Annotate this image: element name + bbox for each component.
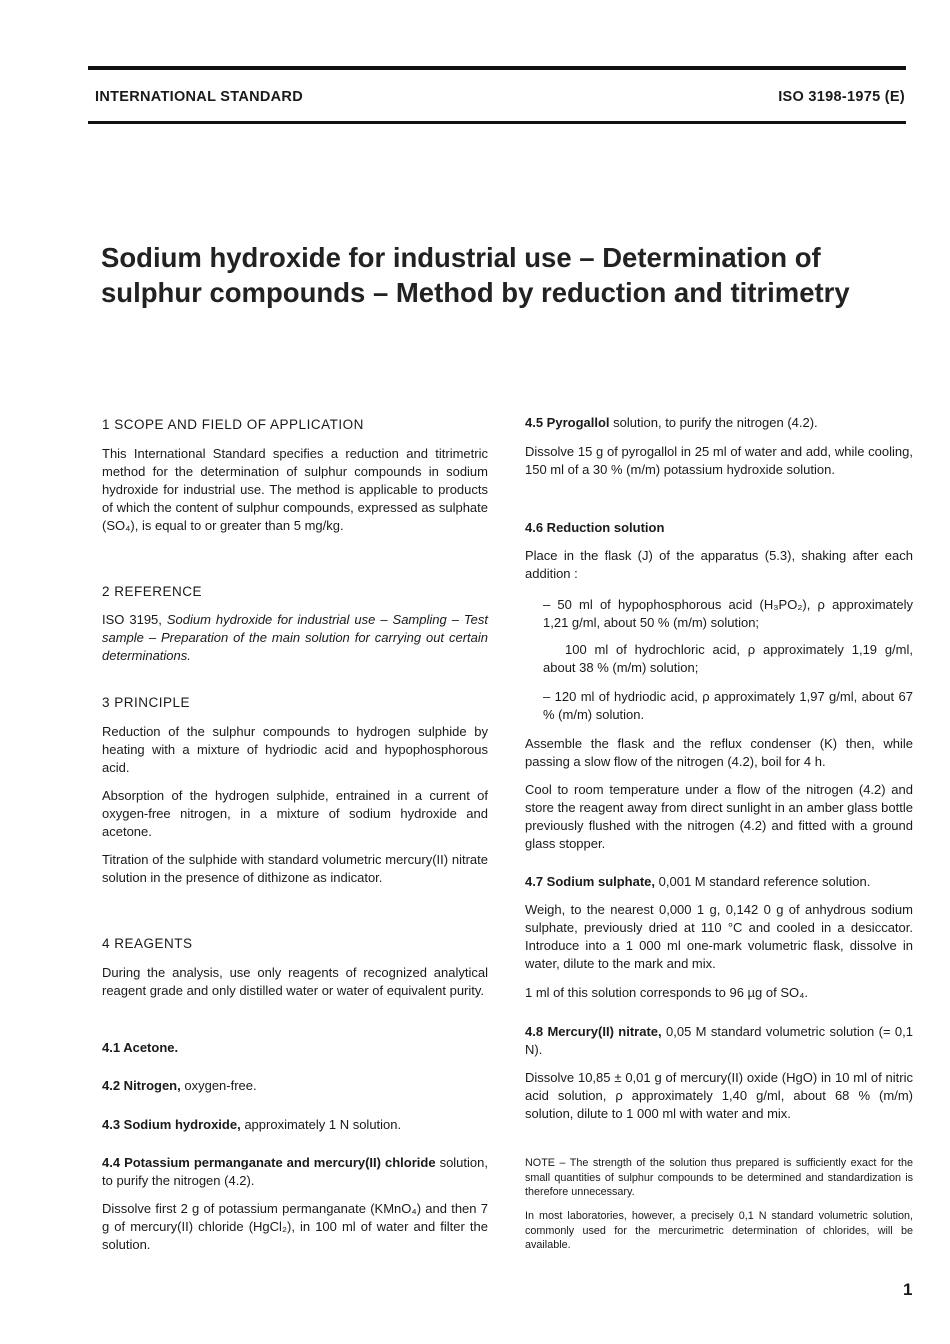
- subsection-title: 4.2 Nitrogen,: [102, 1078, 181, 1093]
- list-item: – 50 ml of hypophosphorous acid (H₃PO₂), ρ approximately 1,21 g/ml, about 50 % (m/m) solution;: [543, 597, 913, 630]
- subsection-text: 0,05 M standard volumetric solution (= 0,1 N).: [525, 1024, 913, 1057]
- paragraph: Weigh, to the nearest 0,000 1 g, 0,142 0 g of anhydrous sodium sulphate, previously dried at 110 °C and cooled in a desiccator. Introduce into a 1 000 ml one-mark volumetric flask, dissolve in water, dilute to the mark and mix.: [525, 902, 913, 971]
- top-rule: [88, 66, 906, 70]
- note: In most laboratories, however, a precisely 0,1 N standard volumetric solution, commonly used for the mercurimetric determination of chlorides, will be available.: [525, 1210, 913, 1251]
- paragraph: Reduction of the sulphur compounds to hydrogen sulphide by heating with a mixture of hydriodic acid and hypophosphorous acid.: [102, 724, 488, 775]
- subsection-text: 0,001 M standard reference solution.: [655, 874, 871, 889]
- paragraph: This International Standard specifies a reduction and titrimetric method for the determination of sulphur compounds in sodium hydroxide for industrial use. The method is applicable to products of which the content of sulphur compounds, expressed as sulphate (SO₄), is equal to or greater than 5 mg/kg.: [102, 446, 488, 533]
- ref-title: Sodium hydroxide for industrial use – Sampling – Test sample – Preparation of the main solution for carrying out certain determinations.: [102, 612, 488, 663]
- subsection-text: approximately 1 N solution.: [240, 1117, 402, 1132]
- header-left: INTERNATIONAL STANDARD: [95, 89, 303, 105]
- paragraph: Dissolve first 2 g of potassium permanganate (KMnO₄) and then 7 g of mercury(II) chloride (HgCl₂), in 100 ml of water and filter the solution.: [102, 1201, 488, 1252]
- subsection-title: 4.3 Sodium hydroxide,: [102, 1117, 241, 1132]
- title-line: Sodium hydroxide for industrial use – Determination of: [101, 242, 821, 273]
- subsection: [525, 873, 913, 891]
- paragraph: Titration of the sulphide with standard volumetric mercury(II) nitrate solution in the presence of dithizone as indicator.: [102, 852, 488, 885]
- paragraph: Dissolve 15 g of pyrogallol in 25 ml of water and add, while cooling, 150 ml of a 30 % (m/m) potassium hydroxide solution.: [525, 444, 913, 477]
- subsection: [525, 414, 913, 432]
- list-item: – 120 ml of hydriodic acid, ρ approximately 1,97 g/ml, about 67 % (m/m) solution.: [543, 689, 913, 722]
- paragraph: Dissolve 10,85 ± 0,01 g of mercury(II) oxide (HgO) in 10 ml of nitric acid solution, ρ approximately 1,40 g/ml, about 68 % (m/m) solution, dilute to 1 000 ml with water and mix.: [525, 1070, 913, 1121]
- ref-id: ISO 3195,: [102, 612, 167, 627]
- paragraph: Cool to room temperature under a flow of the nitrogen (4.2) and store the reagent away from direct sunlight in an amber glass bottle previously flushed with the nitrogen (4.2) and fitted with a ground glass stopper.: [525, 782, 913, 851]
- section-heading: 2 REFERENCE: [102, 584, 203, 599]
- subsection-text: solution, to purify the nitrogen (4.2).: [102, 1155, 488, 1188]
- paragraph: During the analysis, use only reagents of recognized analytical reagent grade and only distilled water or water of equivalent purity.: [102, 965, 488, 998]
- subsection: [102, 1116, 488, 1134]
- header-right: ISO 3198-1975 (E): [778, 89, 905, 105]
- subsection: [525, 1023, 913, 1059]
- subsection-title: 4.5 Pyrogallol: [525, 415, 610, 430]
- paragraph: 1 ml of this solution corresponds to 96 µg of SO₄.: [525, 985, 809, 1000]
- paragraph: Assemble the flask and the reflux condenser (K) then, while passing a slow flow of the nitrogen (4.2), boil for 4 h.: [525, 736, 913, 769]
- subsection: [102, 1077, 488, 1095]
- header-rule: [88, 121, 906, 124]
- section-heading: 1 SCOPE AND FIELD OF APPLICATION: [102, 417, 364, 432]
- section-heading: 3 PRINCIPLE: [102, 695, 191, 710]
- paragraph: Place in the flask (J) of the apparatus (5.3), shaking after each addition :: [525, 548, 913, 581]
- note: NOTE – The strength of the solution thus prepared is sufficiently exact for the small quantities of sulphur compounds to be determined and standardization is therefore unnecessary.: [525, 1157, 913, 1198]
- document-title: [101, 240, 921, 310]
- list-item: 100 ml of hydrochloric acid, ρ approximately 1,19 g/ml, about 38 % (m/m) solution;: [543, 642, 913, 675]
- paragraph: [102, 611, 488, 665]
- section-heading: 4 REAGENTS: [102, 936, 193, 951]
- subsection-title: 4.4 Potassium permanganate and mercury(II) chloride: [102, 1155, 436, 1170]
- subsection-text: solution, to purify the nitrogen (4.2).: [609, 415, 818, 430]
- subsection-title: 4.7 Sodium sulphate,: [525, 874, 656, 889]
- subsection: 4.1 Acetone.: [102, 1040, 179, 1055]
- subsection-text: oxygen-free.: [180, 1078, 257, 1093]
- title-line: sulphur compounds – Method by reduction and titrimetry: [101, 277, 850, 308]
- page-number: 1: [903, 1280, 913, 1299]
- paragraph: Absorption of the hydrogen sulphide, entrained in a current of oxygen-free nitrogen, in a mixture of sodium hydroxide and acetone.: [102, 788, 488, 839]
- subsection: [102, 1154, 488, 1190]
- subsection: 4.6 Reduction solution: [525, 520, 665, 535]
- subsection-title: 4.8 Mercury(II) nitrate,: [525, 1024, 662, 1039]
